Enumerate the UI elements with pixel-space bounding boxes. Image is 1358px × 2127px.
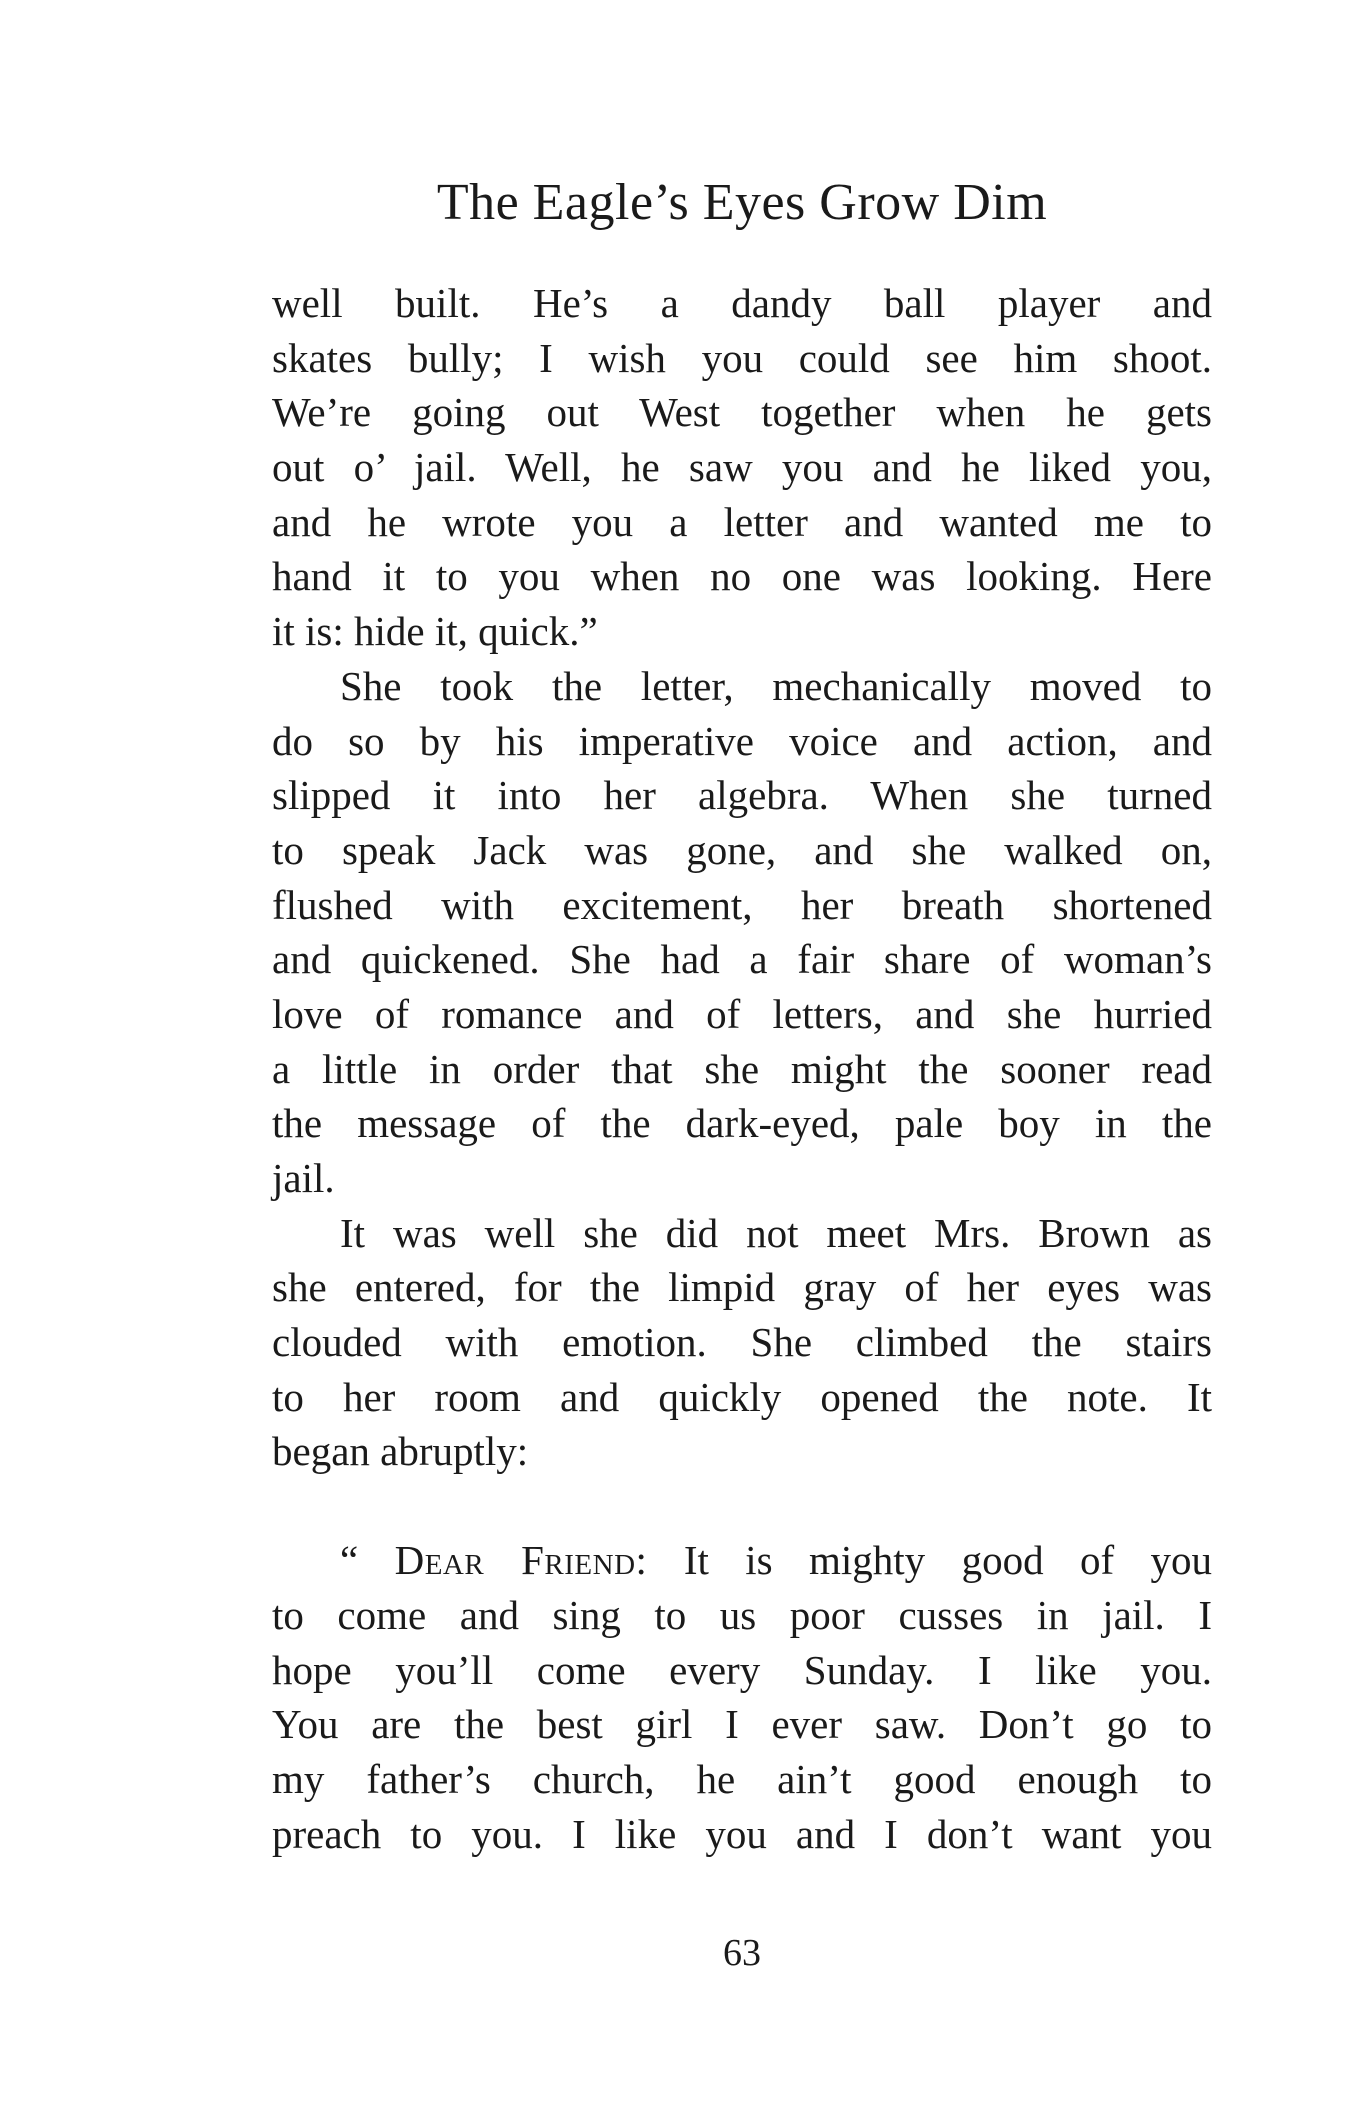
text-line: my father’s church, he ain’t good enough to xyxy=(272,1755,1212,1802)
text-line: to come and sing to us poor cusses in jail. I xyxy=(272,1591,1212,1638)
text-line: You are the best girl I ever saw. Don’t go to xyxy=(272,1701,1212,1748)
paragraph-1 xyxy=(272,276,1212,659)
letter-first-line-text: It is mighty good of you xyxy=(647,1537,1213,1584)
text-line: well built. He’s a dandy ball player and xyxy=(272,280,1212,326)
text-line: hand it to you when no one was looking. Here xyxy=(272,553,1212,600)
text-line: love of romance and of letters, and she hurried xyxy=(272,990,1212,1037)
text-line: clouded with emotion. She climbed the stairs xyxy=(272,1319,1212,1366)
letter-quote xyxy=(272,1533,1212,1861)
running-head: The Eagle’s Eyes Grow Dim xyxy=(436,174,1048,231)
text-line: jail. xyxy=(272,1155,335,1201)
text-line: to her room and quickly opened the note. It xyxy=(272,1373,1212,1420)
text-line: hope you’ll come every Sunday. I like you. xyxy=(272,1646,1212,1693)
text-line: skates bully; I wish you could see him shoot. xyxy=(272,334,1212,381)
text-line: She took the letter, mechanically moved to xyxy=(340,662,1212,709)
text-line: to speak Jack was gone, and she walked on, xyxy=(272,826,1212,873)
text-line: slipped it into her algebra. When she turned xyxy=(272,772,1212,819)
letter-first-line xyxy=(272,1533,1212,1588)
text-line: began abruptly: xyxy=(272,1428,529,1475)
section-gap xyxy=(272,1479,1212,1533)
text-line: flushed with excitement, her breath shortened xyxy=(272,881,1212,928)
letter-salutation: Dear Friend: xyxy=(394,1537,648,1584)
text-line: We’re going out West together when he gets xyxy=(272,389,1212,436)
text-line: a little in order that she might the sooner read xyxy=(272,1045,1212,1092)
text-line: and he wrote you a letter and wanted me to xyxy=(272,498,1212,545)
paragraph-3 xyxy=(272,1206,1212,1479)
text-line: out o’ jail. Well, he saw you and he liked you, xyxy=(272,444,1212,491)
text-line: and quickened. She had a fair share of woman’s xyxy=(272,936,1212,983)
opening-quote: “ xyxy=(340,1537,395,1584)
paragraph-2 xyxy=(272,659,1212,1206)
text-line: do so by his imperative voice and action, and xyxy=(272,717,1212,764)
body-text xyxy=(272,276,1212,1861)
text-line: It was well she did not meet Mrs. Brown as xyxy=(340,1209,1212,1256)
text-line: she entered, for the limpid gray of her eyes was xyxy=(272,1264,1212,1311)
text-line: it is: hide it, quick.” xyxy=(272,608,598,655)
text-line: the message of the dark-eyed, pale boy in the xyxy=(272,1100,1212,1147)
page-number: 63 xyxy=(723,1932,761,1974)
text-line: preach to you. I like you and I don’t want you xyxy=(272,1810,1212,1857)
